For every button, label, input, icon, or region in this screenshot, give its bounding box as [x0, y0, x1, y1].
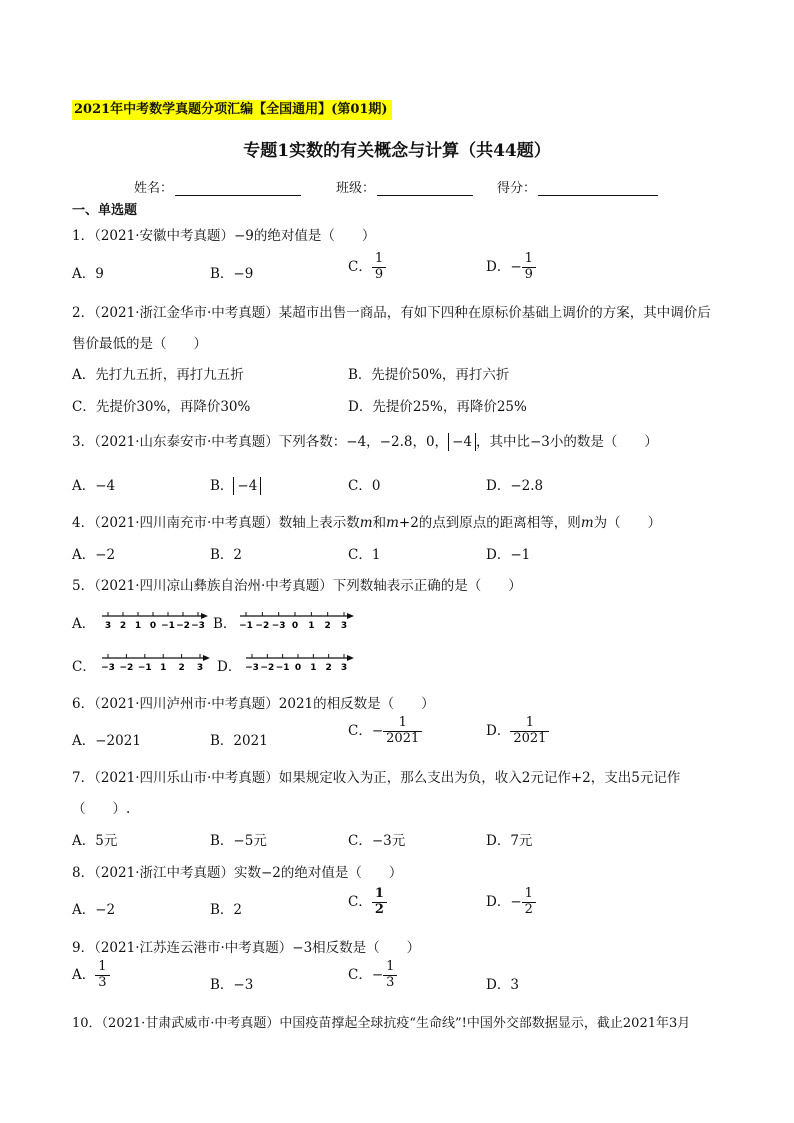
score-label: 得分： [497, 181, 537, 196]
axis-tick-label: 1 [134, 621, 142, 631]
q6-option-d: D． $\frac{1}{2021}$ [486, 716, 549, 747]
q5-option-d-label: D． [217, 659, 242, 675]
page-title: 专题1实数的有关概念与计算（共44题） [243, 141, 551, 161]
question-10-stem: 10．（2021·甘肃武威市·中考真题）中国疫苗撑起全球抗疫“生命线”!中国外交部数据显示，截止2021年3月 [72, 1016, 691, 1031]
q1-option-b: B．−9 [210, 266, 254, 282]
q6-option-b: B．2021 [210, 733, 268, 749]
axis-tick-label: −2 [176, 621, 190, 631]
axis-tick-label: −2 [255, 621, 270, 631]
axis-tick-label: −1 [161, 621, 175, 631]
axis-tick-label: 0 [291, 621, 299, 631]
q6-option-a: A．−2021 [72, 733, 141, 749]
q9-option-a: A． $\frac{1}{3}$ [72, 960, 110, 991]
question-7-stem-line1: 7．（2021·四川乐山市·中考真题）如果规定收入为正，那么支出为负，收入2元记作+2，支出5元记作 [72, 770, 681, 786]
axis-tick-label: 3 [340, 621, 348, 631]
q7-option-d: D．7元 [486, 833, 533, 849]
axis-arrow-icon [201, 613, 208, 619]
number-line-b [234, 606, 358, 634]
q6-option-c: C．− $\frac{1}{2021}$ [348, 716, 422, 747]
axis-tick-label: −1 [137, 663, 152, 673]
q8-option-d: D．− $\frac{1}{2}$ [486, 887, 536, 918]
q1-option-d: D．− $\frac{1}{9}$ [486, 252, 536, 283]
q5-option-a-label: A． [72, 616, 96, 632]
q3-option-a: A．−4 [72, 478, 116, 494]
q7-option-c: C．−3元 [348, 833, 406, 849]
q4-option-b: B．2 [210, 547, 243, 563]
q2-option-a: A．先打九五折，再打九五折 [72, 367, 244, 383]
axis-tick-label: −3 [245, 663, 259, 673]
axis-tick-label: 0 [294, 663, 302, 673]
axis-arrow-icon [347, 655, 354, 661]
q4-option-c: C．1 [348, 547, 381, 563]
axis-tick-label: −1 [275, 663, 290, 673]
q3-option-b: B． −4 [210, 474, 261, 495]
number-line-d [240, 648, 358, 676]
q3-option-d: D．−2.8 [486, 478, 544, 494]
q4-option-a: A．−2 [72, 547, 116, 563]
q5-option-c-label: C． [72, 659, 96, 675]
axis-tick-label: −3 [101, 663, 115, 673]
question-9-stem: 9．（2021·江苏连云港市·中考真题）−3相反数是（ ） [72, 940, 421, 956]
axis-tick-label: −1 [239, 621, 253, 631]
axis-tick-label: 3 [196, 663, 204, 673]
q9-option-d: D．3 [486, 977, 519, 993]
name-label: 姓名： [134, 181, 174, 196]
name-field [134, 177, 301, 196]
q1-option-c: C． $\frac{1}{9}$ [348, 252, 386, 283]
question-2-stem-line2: 售价最低的是（ ） [72, 336, 207, 352]
question-4-stem: 4．（2021·四川南充市·中考真题）数轴上表示数m和m+2的点到原点的距离相等，则m为（ ） [72, 515, 662, 531]
question-8-stem: 8．（2021·浙江中考真题）实数−2的绝对值是（ ） [72, 865, 403, 881]
q7-option-b: B．−5元 [210, 833, 267, 849]
class-field [336, 177, 473, 196]
axis-tick-label: 3 [340, 663, 348, 673]
axis-arrow-icon [347, 613, 354, 619]
axis-arrow-icon [203, 655, 210, 661]
q8-option-c: C． $\frac{1}{2}$ [348, 887, 387, 918]
score-field [497, 177, 658, 196]
axis-tick-label: −2 [260, 663, 275, 673]
q3-option-c: C．0 [348, 478, 381, 494]
class-blank [377, 183, 473, 196]
q2-option-b: B．先提价50%，再打六折 [348, 367, 510, 383]
name-blank [175, 183, 301, 196]
question-6-stem: 6．（2021·四川泸州市·中考真题）2021的相反数是（ ） [72, 696, 435, 712]
axis-tick-label: 1 [308, 621, 315, 631]
number-line-c [96, 648, 214, 676]
axis-tick-label: 0 [149, 621, 157, 631]
axis-tick-label: 2 [325, 663, 332, 673]
question-3-stem: 3．（2021·山东泰安市·中考真题）下列各数：−4，−2.8，0， −4 ，其中比−3小的数是（ ） [72, 434, 658, 450]
q5-option-b-label: B． [213, 616, 237, 632]
q8-option-a: A．−2 [72, 902, 116, 918]
question-1-stem: 1．（2021·安徽中考真题）−9的绝对值是（ ） [72, 228, 376, 244]
axis-tick-label: 3 [104, 621, 112, 631]
q2-option-d: D．先提价25%，再降价25% [348, 399, 527, 415]
axis-tick-label: −2 [119, 663, 134, 673]
section-heading: 一、单选题 [72, 203, 138, 218]
q9-option-b: B．−3 [210, 977, 254, 993]
score-blank [538, 183, 658, 196]
question-2-stem-line1: 2．（2021·浙江金华市·中考真题）某超市出售一商品，有如下四种在原标价基础上调价的方案，其中调价后 [72, 305, 711, 321]
axis-tick-label: 2 [324, 621, 331, 631]
axis-tick-label: 1 [160, 663, 167, 673]
series-banner: 2021年中考数学真题分项汇编【全国通用】(第01期) [72, 100, 392, 120]
question-5-stem: 5．（2021·四川凉山彝族自治州·中考真题）下列数轴表示正确的是（ ） [72, 578, 522, 594]
number-line-a [96, 606, 212, 634]
q4-option-d: D．−1 [486, 547, 531, 563]
q8-option-b: B．2 [210, 902, 243, 918]
axis-tick-label: 1 [310, 663, 317, 673]
axis-tick-label: 2 [178, 663, 185, 673]
class-label: 班级： [336, 181, 376, 196]
q9-option-c: C．− $\frac{1}{3}$ [348, 960, 397, 991]
q7-option-a: A．5元 [72, 833, 118, 849]
axis-tick-label: −3 [271, 621, 286, 631]
axis-tick-label: 2 [119, 621, 127, 631]
q1-option-a: A．9 [72, 266, 104, 282]
question-7-stem-line2: （ ）. [72, 801, 131, 817]
axis-tick-label: −3 [191, 621, 205, 631]
q2-option-c: C．先提价30%，再降价30% [72, 399, 251, 415]
